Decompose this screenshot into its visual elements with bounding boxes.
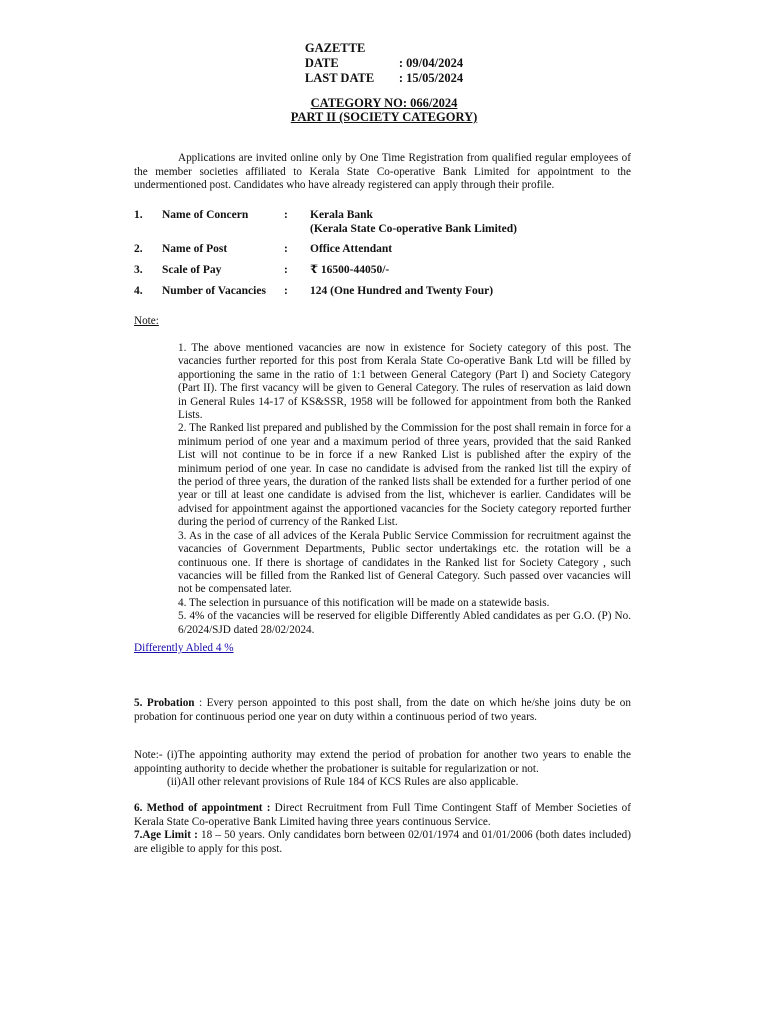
probation-note [134,749,631,790]
age-limit-section [134,829,631,856]
row-colon: : [284,264,288,276]
note-item: 3. As in the case of all advices of the Kerala Public Service Commission for recruitment against the vacancies of Government Departments, Public sector undertakings etc. the rotation will be a continuous one. If there is shortage of candidates in the Ranked list for Society Category , such vacancies will be filled from the Ranked list of General Category. Such passed over vacancies will not be compensated later. [178,529,631,596]
last-date-value: : 15/05/2024 [398,71,464,85]
row-number: 1. [134,209,143,221]
note-item: 5. 4% of the vacancies will be reserved for eligible Differently Abled candidates as per G.O. (P) No. 6/2024/SJD dated 28/02/2024. [178,610,631,636]
concern-name: Kerala Bank [310,209,373,221]
note-item: 2. The Ranked list prepared and published by the Commission for the post shall remain in force for a minimum period of one year and a maximum period of three years, provided that the said Ranked List will not continue to be in force if a new Ranked List is published after the expiry of the minimum period of one year. In case no candidate is advised from the ranked list till the expiry of the period of three years, the duration of the ranked lists shall be extended for a further period of one year or till at least one candidate is advised from the list, whichever is earlier. Candidates will be advised for appointment against the apportioned vacancies for the Society category reported further during the period of currency of the Ranked List. [178,422,631,529]
part-title: PART II (SOCIETY CATEGORY) [290,110,478,124]
probation-note-1: Note:- (i)The appointing authority may extend the period of probation for another two years to enable the appointing authority to decide whether the probationer is suitable for regularization or not. [134,749,631,775]
row-label: Name of Post [162,243,228,255]
note-item: 1. The above mentioned vacancies are now in existence for Society category of this post. The vacancies further reported for this post from Kerala State Co-operative Bank Ltd will be filled by apportioning the same in the ratio of 1:1 between General Category (Part I) and Society Category (Part II). The first vacancy will be given to General Category. The rules of reservation as laid down in General Rules 14-17 of KS&SSR, 1958 will be followed for appointment from both the Ranked Lists. [178,342,631,422]
notes-list [178,342,631,637]
header-dates [0,41,768,86]
probation-text: : Every person appointed to this post shall, from the date on which he/she joins duty be on probation for continuous period one year on duty within a continuous period of two years. [134,697,631,723]
category-number: CATEGORY NO: 066/2024 [310,96,458,110]
row-value: 124 (One Hundred and Twenty Four) [310,285,494,297]
row-value [310,208,640,242]
table-row [134,242,640,263]
method-title: 6. Method of appointment : [134,802,271,814]
method-section [134,802,631,829]
row-colon: : [284,209,288,221]
row-number: 2. [134,243,143,255]
note-item: 4. The selection in pursuance of this notification will be made on a statewide basis. [178,596,550,609]
row-number: 3. [134,264,143,276]
row-label: Scale of Pay [162,264,222,276]
gazette-date-label: GAZETTE DATE [304,41,366,70]
table-row [134,208,640,242]
table-row [134,284,640,298]
probation-section [134,697,631,724]
note-label: Note: [134,315,159,327]
post-info-table [134,208,640,298]
intro-paragraph: Applications are invited online only by One Time Registration from qualified regular employees of the member societies affiliated to Kerala State Co-operative Bank Limited for appointment to the undermentioned post. Candidates who have already registered can apply through their profile. [134,152,631,192]
method-text: Direct Recruitment from Full Time Contingent Staff of Member Societies of Kerala State Co-operative Bank Limited having three years continuous Service. [134,802,631,828]
row-colon: : [284,285,288,297]
age-limit-text: 18 – 50 years. Only candidates born between 02/01/1974 and 01/01/2006 (both dates included) are eligible to apply for this post. [134,829,631,855]
gazette-date-value: : 09/04/2024 [398,56,464,70]
row-number: 4. [134,285,143,297]
differently-abled-link[interactable]: Differently Abled 4 % [134,642,234,654]
probation-note-2: (ii)All other relevant provisions of Rule 184 of KCS Rules are also applicable. [167,776,519,789]
row-label: Number of Vacancies [162,285,266,297]
table-row [134,263,640,284]
age-limit-title: 7.Age Limit : [134,829,198,841]
row-value: Office Attendant [310,243,393,255]
row-colon: : [284,243,288,255]
row-label: Name of Concern [162,209,249,221]
concern-fullname: (Kerala State Co-operative Bank Limited) [310,223,517,235]
probation-title: 5. Probation [134,697,195,709]
last-date-label: LAST DATE [304,71,375,85]
row-value: ₹ 16500-44050/- [310,264,390,276]
